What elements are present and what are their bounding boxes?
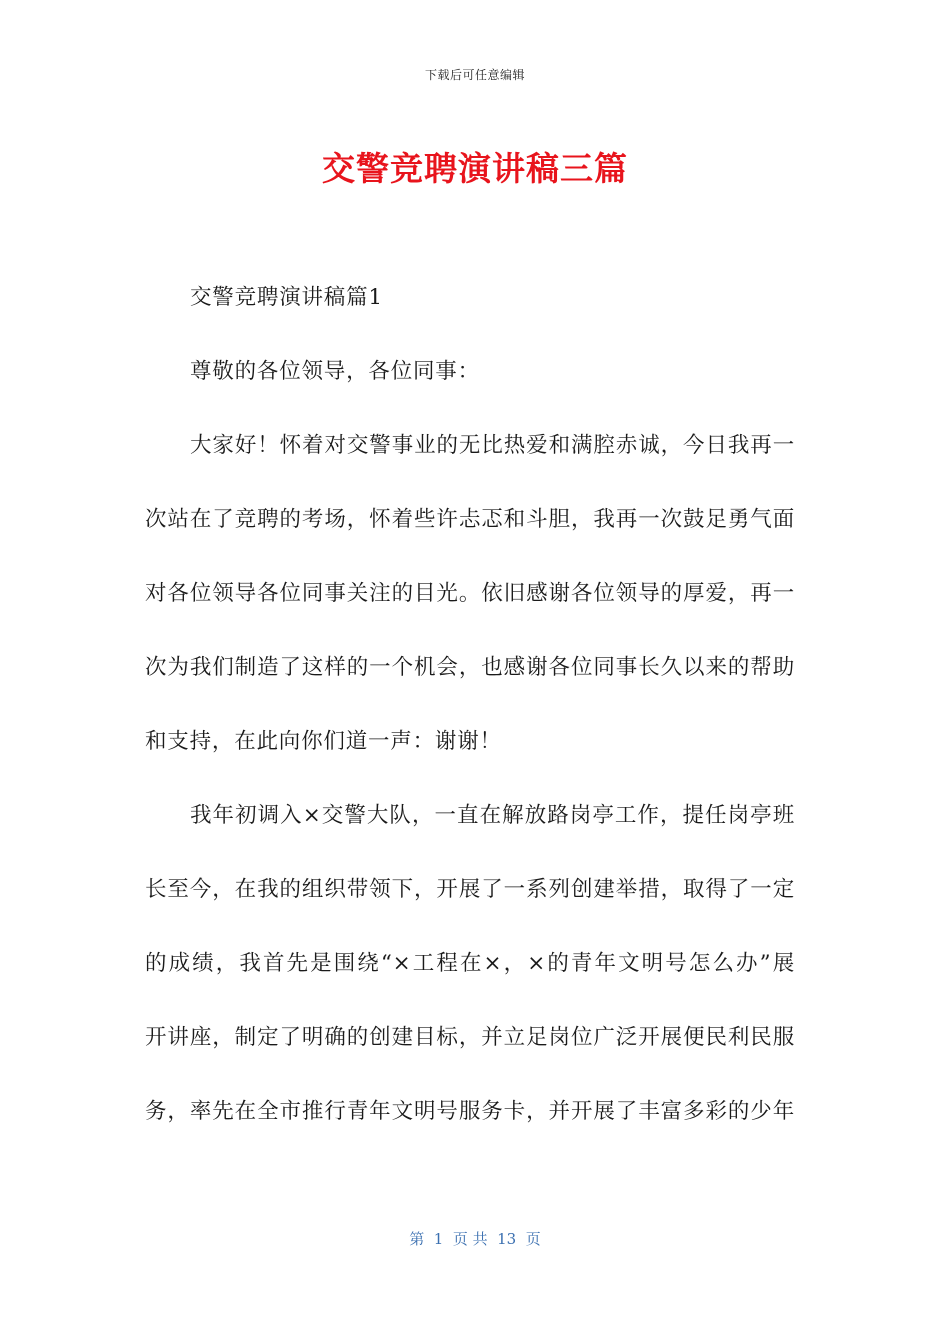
paragraph-line: 和支持，在此向你们道一声：谢谢！ <box>145 729 502 754</box>
salutation: 尊敬的各位领导，各位同事： <box>190 359 480 384</box>
paragraph-line: 大家好！怀着对交警事业的无比热爱和满腔赤诚，今日我再一 <box>190 433 795 458</box>
paragraph-line: 对各位领导各位同事关注的目光。依旧感谢各位领导的厚爱，再一 <box>145 581 795 606</box>
paragraph-line: 次为我们制造了这样的一个机会，也感谢各位同事长久以来的帮助 <box>145 655 795 680</box>
document-title: 交警竞聘演讲稿三篇 <box>322 149 628 188</box>
section-heading: 交警竞聘演讲稿篇1 <box>190 285 383 310</box>
paragraph-line: 我年初调入×交警大队，一直在解放路岗亭工作，提任岗亭班 <box>190 803 795 828</box>
paragraph-line: 次站在了竞聘的考场，怀着些许忐忑和斗胆，我再一次鼓足勇气面 <box>145 507 795 532</box>
paragraph-line: 的成绩，我首先是围绕“×工程在×，×的青年文明号怎么办”展 <box>145 951 795 976</box>
paragraph-line: 开讲座，制定了明确的创建目标，并立足岗位广泛开展便民利民服 <box>145 1025 795 1050</box>
page-number-footer: 第 1 页 共 13 页 <box>409 1230 541 1248</box>
page-header-note: 下载后可任意编辑 <box>424 68 525 82</box>
paragraph-line: 长至今，在我的组织带领下，开展了一系列创建举措，取得了一定 <box>145 877 795 902</box>
paragraph-line: 务，率先在全市推行青年文明号服务卡，并开展了丰富多彩的少年 <box>145 1099 795 1124</box>
